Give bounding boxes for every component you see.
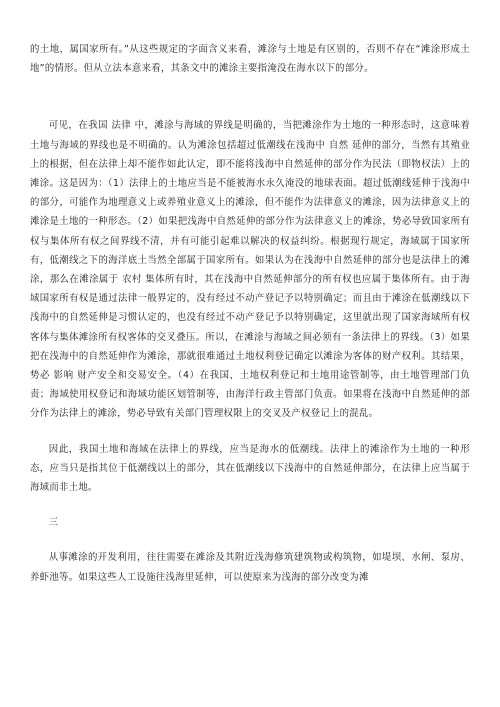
paragraph-spacer: [30, 78, 470, 116]
paragraph-spacer: [30, 497, 470, 513]
paragraph-boundary-analysis: 可见，在我国 法律 中，滩涂与海域的界线是明确的，当把滩涂作为土地的一种形态时，这意味着土地与海域的界线也是不明确的。认为滩涂包括超过低潮线在浅海中 自然 延伸的部分，当然有其殖业上的根据，但在法律上却不能作如此认定，即不能将浅海中自然延伸的部分作为民法（即物权法）上的滩涂。这是因为：（1）法律上的土地应当是不能被海水永久淹没的地球表面。超过低潮线延伸于浅海中的部分，可能作为地理意义上或养殖业意义上的滩涂，但不能作为法律意义的滩涂，因为法律意义上的滩涂是土地的一种形态。（2）如果把浅海中自然延伸的部分作为法律意义上的滩涂，势必导致国家所有权与集体所有权之间界线不清，并有可能引起难以解决的权益纠纷。根据现行规定，海域属于国家所有，低潮线之下的海洋底土当然全部属于国家所有。如果认为在浅海中自然延伸的部分也是法律上的滩涂，那么在滩涂属于 农村 集体所有时，其在浅海中自然延伸部分的所有权也应属于集体所有。由于海域国家所有权是通过法律一般界定的，没有经过不动产登记予以特别确定；而且由于滩涂在低潮线以下浅海中的自然延伸是习惯认定的，也没有经过不动产登记予以特别确定，这里就出现了国家海域所有权客体与集体滩涂所有权客体的交叉叠压。所以，在滩涂与海域之间必须有一条法律上的界线。（3）如果把在浅海中的自然延伸作为滩涂，那就很难通过土地权利登记确定以滩涂为客体的财产权利。其结果，势必 影响 财产安全和交易安全。（4）在我国，土地权利登记和土地用途管制等，由土地管理部门负责；海域使用权登记和海域功能区划管制等，由海洋行政主管部门负责。如果将在浅海中自然延伸的部分作为法律上的滩涂，势必导致有关部门管理权限上的交叉及产权登记上的混乱。: [30, 120, 470, 420]
paragraph-conclusion: 因此，我国土地和海域在法律上的界线，应当是海水的低潮线。法律上的滩涂作为土地的一种形态，应当只是指其位于低潮线以上的部分，其在低潮线以下浅海中的自然延伸部分，在法律上应当属于海域而非土地。: [30, 443, 470, 494]
paragraph-development: 从事滩涂的开发利用，往往需要在滩涂及其附近浅海修筑建筑物或构筑物，如堤坝、水闸、泵房、养虾池等。如果这些人工设施往浅海里延伸，可以使原来为浅海的部分改变为滩: [30, 552, 470, 583]
paragraph-spacer: [30, 532, 470, 548]
paragraph-intro-continuation: 的土地，属国家所有。”从这些规定的字面含义来看，滩涂与土地是有区别的，否则不存在“滩涂形成土地”的情形。但从立法本意来看，其条文中的滩涂主要指淹没在海水以下的部分。: [30, 44, 470, 75]
paragraph-spacer: [30, 424, 470, 440]
document-page: [30, 40, 470, 587]
section-heading: 三: [48, 517, 59, 529]
